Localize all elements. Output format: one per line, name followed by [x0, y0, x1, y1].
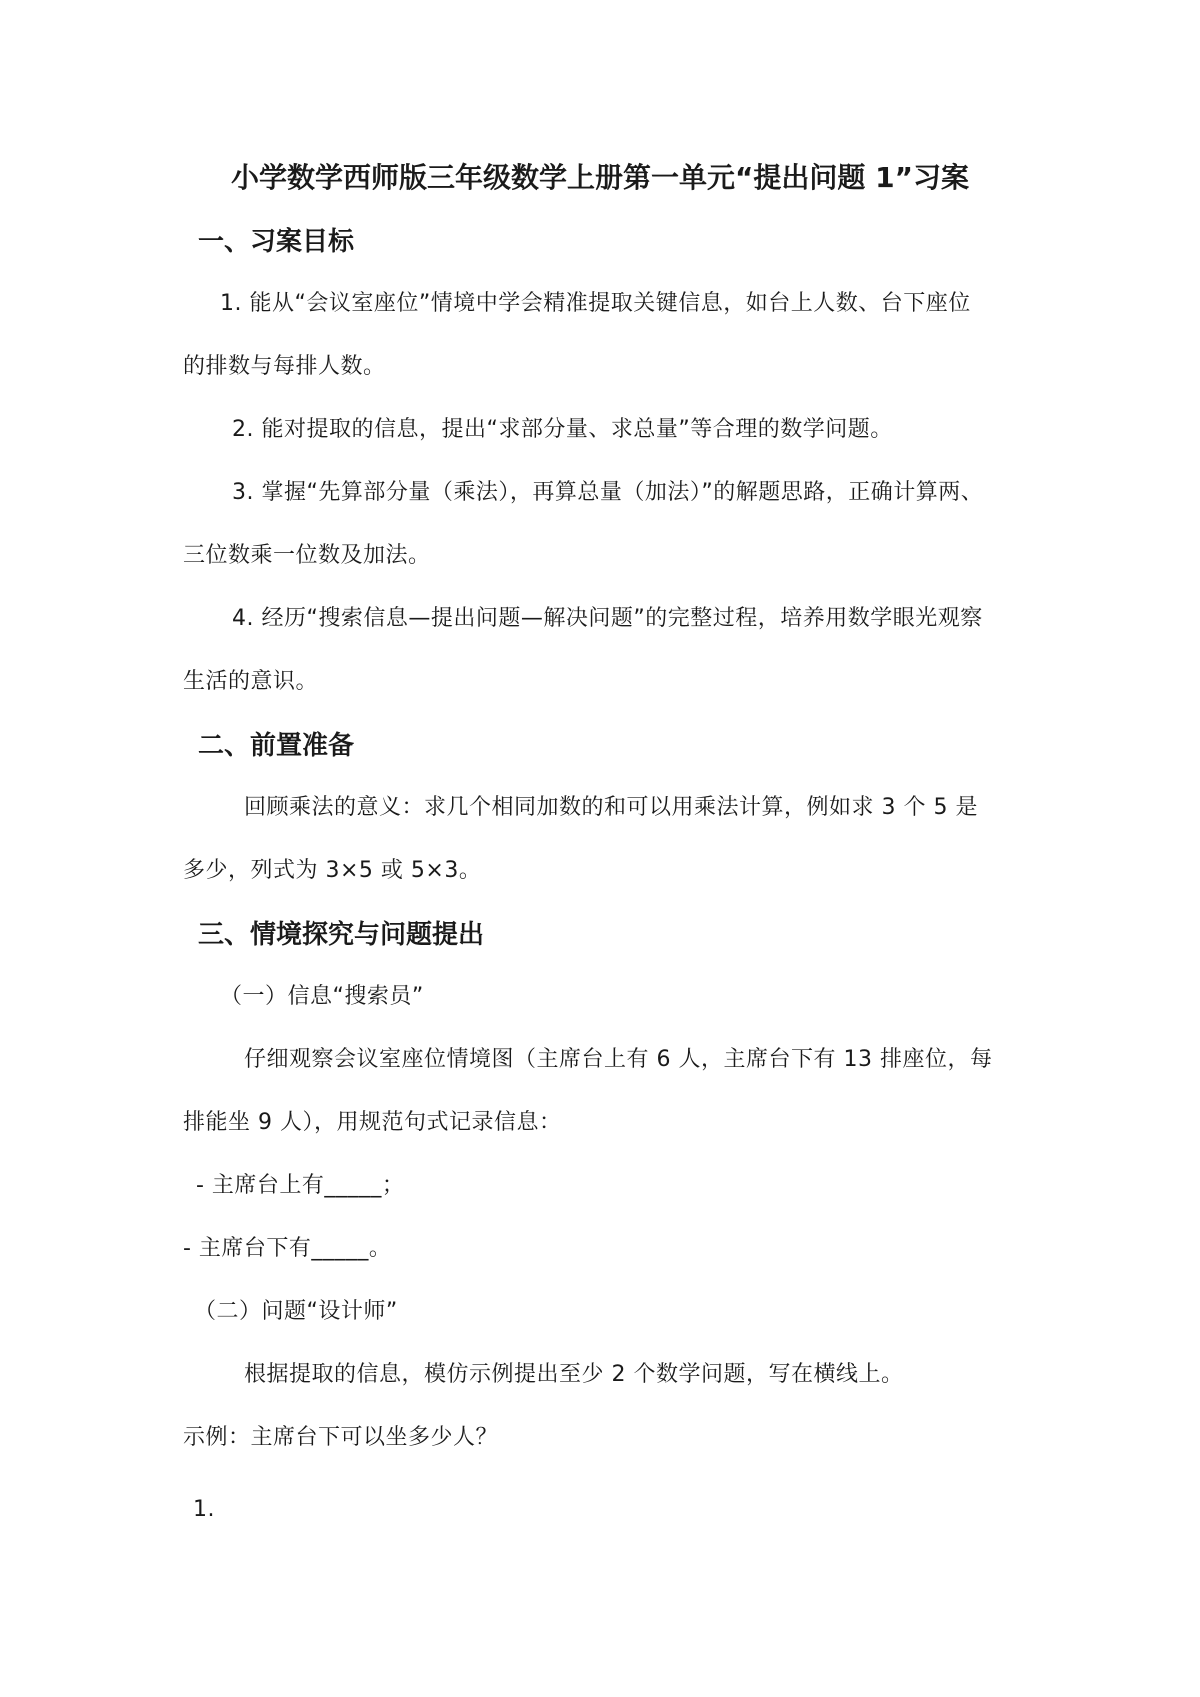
paragraph-line: 仔细观察会议室座位情境图（主席台上有 6 人，主席台下有 13 排座位，每	[244, 1047, 993, 1072]
document-title: 小学数学西师版三年级数学上册第一单元“提出问题 1”习案	[230, 161, 970, 194]
section-heading-exploration: 三、情境探究与问题提出	[198, 920, 485, 950]
paragraph-line: 多少，列式为 3×5 或 5×3。	[183, 858, 482, 883]
subsection-heading: （一）信息“搜索员”	[220, 984, 424, 1009]
paragraph-line: 4. 经历“搜索信息—提出问题—解决问题”的完整过程，培养用数学眼光观察	[232, 606, 983, 631]
paragraph-line: 三位数乘一位数及加法。	[183, 543, 431, 568]
subsection-heading: （二）问题“设计师”	[194, 1299, 398, 1324]
paragraph-line: 2. 能对提取的信息，提出“求部分量、求总量”等合理的数学问题。	[232, 417, 893, 442]
paragraph-line: 回顾乘法的意义：求几个相同加数的和可以用乘法计算，例如求 3 个 5 是	[244, 795, 978, 820]
paragraph-line: 排能坐 9 人），用规范句式记录信息：	[183, 1110, 562, 1135]
fill-in-line: - 主席台上有_____；	[196, 1173, 405, 1198]
section-heading-goals: 一、习案目标	[198, 227, 355, 257]
paragraph-line: 根据提取的信息，模仿示例提出至少 2 个数学问题，写在横线上。	[244, 1362, 904, 1387]
paragraph-line: 的排数与每排人数。	[183, 354, 386, 379]
fill-in-line: - 主席台下有_____。	[183, 1236, 392, 1261]
paragraph-line: 生活的意识。	[183, 669, 319, 694]
answer-number: 1.	[193, 1497, 215, 1522]
example-line: 示例：主席台下可以坐多少人？	[183, 1425, 499, 1450]
paragraph-line: 1. 能从“会议室座位”情境中学会精准提取关键信息，如台上人数、台下座位	[220, 291, 971, 316]
section-heading-preparation: 二、前置准备	[198, 731, 355, 761]
paragraph-line: 3. 掌握“先算部分量（乘法），再算总量（加法）”的解题思路，正确计算两、	[232, 480, 984, 505]
